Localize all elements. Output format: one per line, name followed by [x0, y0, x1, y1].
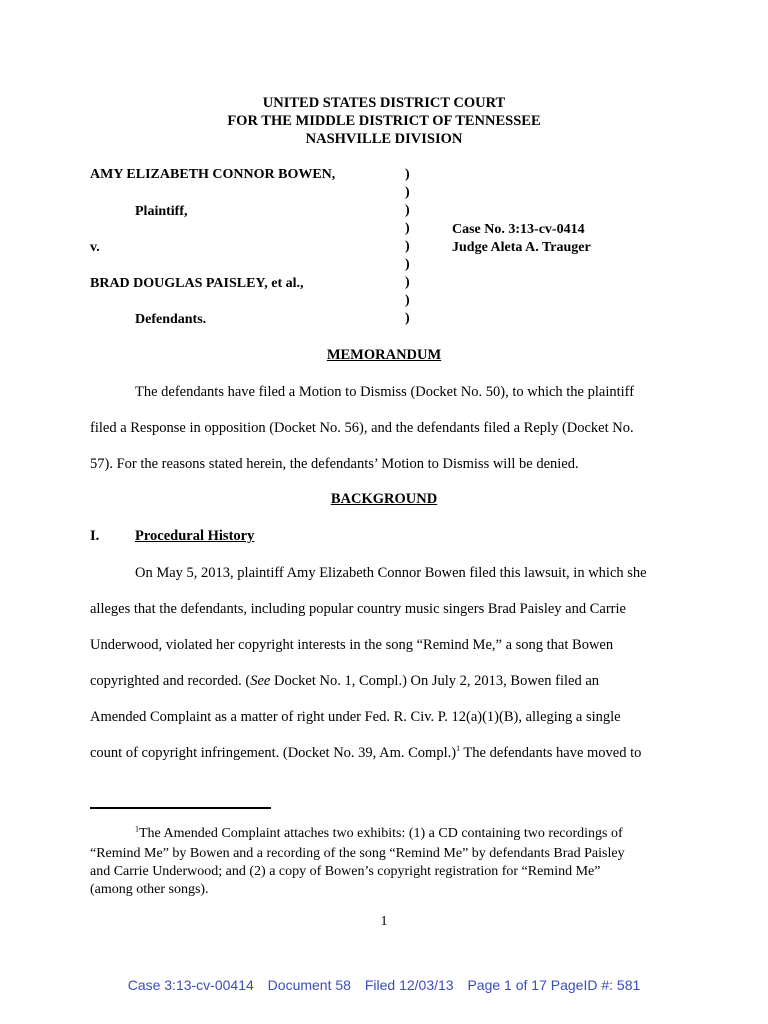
caption-paren: ): [405, 185, 410, 200]
plaintiff-name: AMY ELIZABETH CONNOR BOWEN,: [90, 167, 336, 182]
caption-paren: ): [405, 239, 410, 254]
page-number: 1: [380, 914, 388, 929]
stamp-case: Case 3:13-cv-00414: [127, 977, 254, 993]
section-number: I.: [90, 528, 100, 544]
intro-line: filed a Response in opposition (Docket No. 56), and the defendants filed a Reply (Docket No.: [90, 420, 634, 436]
defendant-name: BRAD DOUGLAS PAISLEY, et al.,: [90, 276, 304, 291]
caption-paren: ): [405, 275, 410, 290]
background-heading: BACKGROUND: [330, 491, 438, 507]
memorandum-heading: MEMORANDUM: [326, 347, 442, 363]
section-title: Procedural History: [135, 528, 255, 544]
body-text: copyrighted and recorded. (: [90, 673, 251, 689]
footnote-line: and Carrie Underwood; and (2) a copy of Bowen’s copyright registration for “Remind Me”: [90, 864, 601, 879]
defendant-label: Defendants.: [135, 312, 207, 327]
intro-line: 57). For the reasons stated herein, the defendants’ Motion to Dismiss will be denied.: [90, 456, 579, 472]
body-line: alleges that the defendants, including popular country music singers Brad Paisley and Carrie: [90, 601, 626, 617]
footnote-text: The Amended Complaint attaches two exhibits: (1) a CD containing two recordings of: [139, 826, 623, 841]
body-line: On May 5, 2013, plaintiff Amy Elizabeth Connor Bowen filed this lawsuit, in which she: [135, 565, 647, 581]
body-line: Underwood, violated her copyright interests in the song “Remind Me,” a song that Bowen: [90, 637, 614, 653]
footnote-separator: [90, 807, 271, 809]
caption-paren: ): [405, 203, 410, 218]
caption-paren: ): [405, 221, 410, 236]
ecf-header-stamp: [0, 977, 768, 993]
body-text: count of copyright infringement. (Docket No. 39, Am. Compl.): [90, 745, 457, 761]
body-text: Docket No. 1, Compl.) On July 2, 2013, Bowen filed an: [270, 673, 600, 689]
intro-line: The defendants have filed a Motion to Dismiss (Docket No. 50), to which the plaintiff: [135, 384, 635, 400]
court-district: FOR THE MIDDLE DISTRICT OF TENNESSEE: [227, 113, 541, 129]
see-signal: See: [250, 673, 271, 689]
footnote-reference[interactable]: 1: [456, 744, 461, 754]
case-number: Case No. 3:13-cv-0414: [452, 222, 585, 237]
footnote-line: [135, 825, 623, 843]
caption-paren: ): [405, 311, 410, 326]
versus-label: v.: [90, 240, 100, 255]
stamp-page: Page 1 of 17 PageID #: 581: [467, 977, 641, 993]
plaintiff-label: Plaintiff,: [135, 204, 188, 219]
footnote-line: (among other songs).: [90, 882, 209, 897]
stamp-document: Document 58: [267, 977, 351, 993]
caption-paren: ): [405, 167, 410, 182]
caption-paren: ): [405, 257, 410, 272]
court-division: NASHVILLE DIVISION: [305, 131, 463, 147]
court-name: UNITED STATES DISTRICT COURT: [262, 95, 506, 111]
judge-name: Judge Aleta A. Trauger: [452, 240, 591, 255]
body-line: [90, 672, 599, 690]
body-text: The defendants have moved to: [460, 745, 642, 761]
body-line: Amended Complaint as a matter of right under Fed. R. Civ. P. 12(a)(1)(B), alleging a single: [90, 709, 621, 725]
court-header: [0, 94, 768, 148]
caption-paren: ): [405, 293, 410, 308]
body-line: [90, 744, 641, 762]
footnote-marker: 1: [135, 824, 139, 834]
footnote-line: “Remind Me” by Bowen and a recording of the song “Remind Me” by defendants Brad Paisley: [90, 846, 625, 861]
stamp-filed: Filed 12/03/13: [364, 977, 454, 993]
